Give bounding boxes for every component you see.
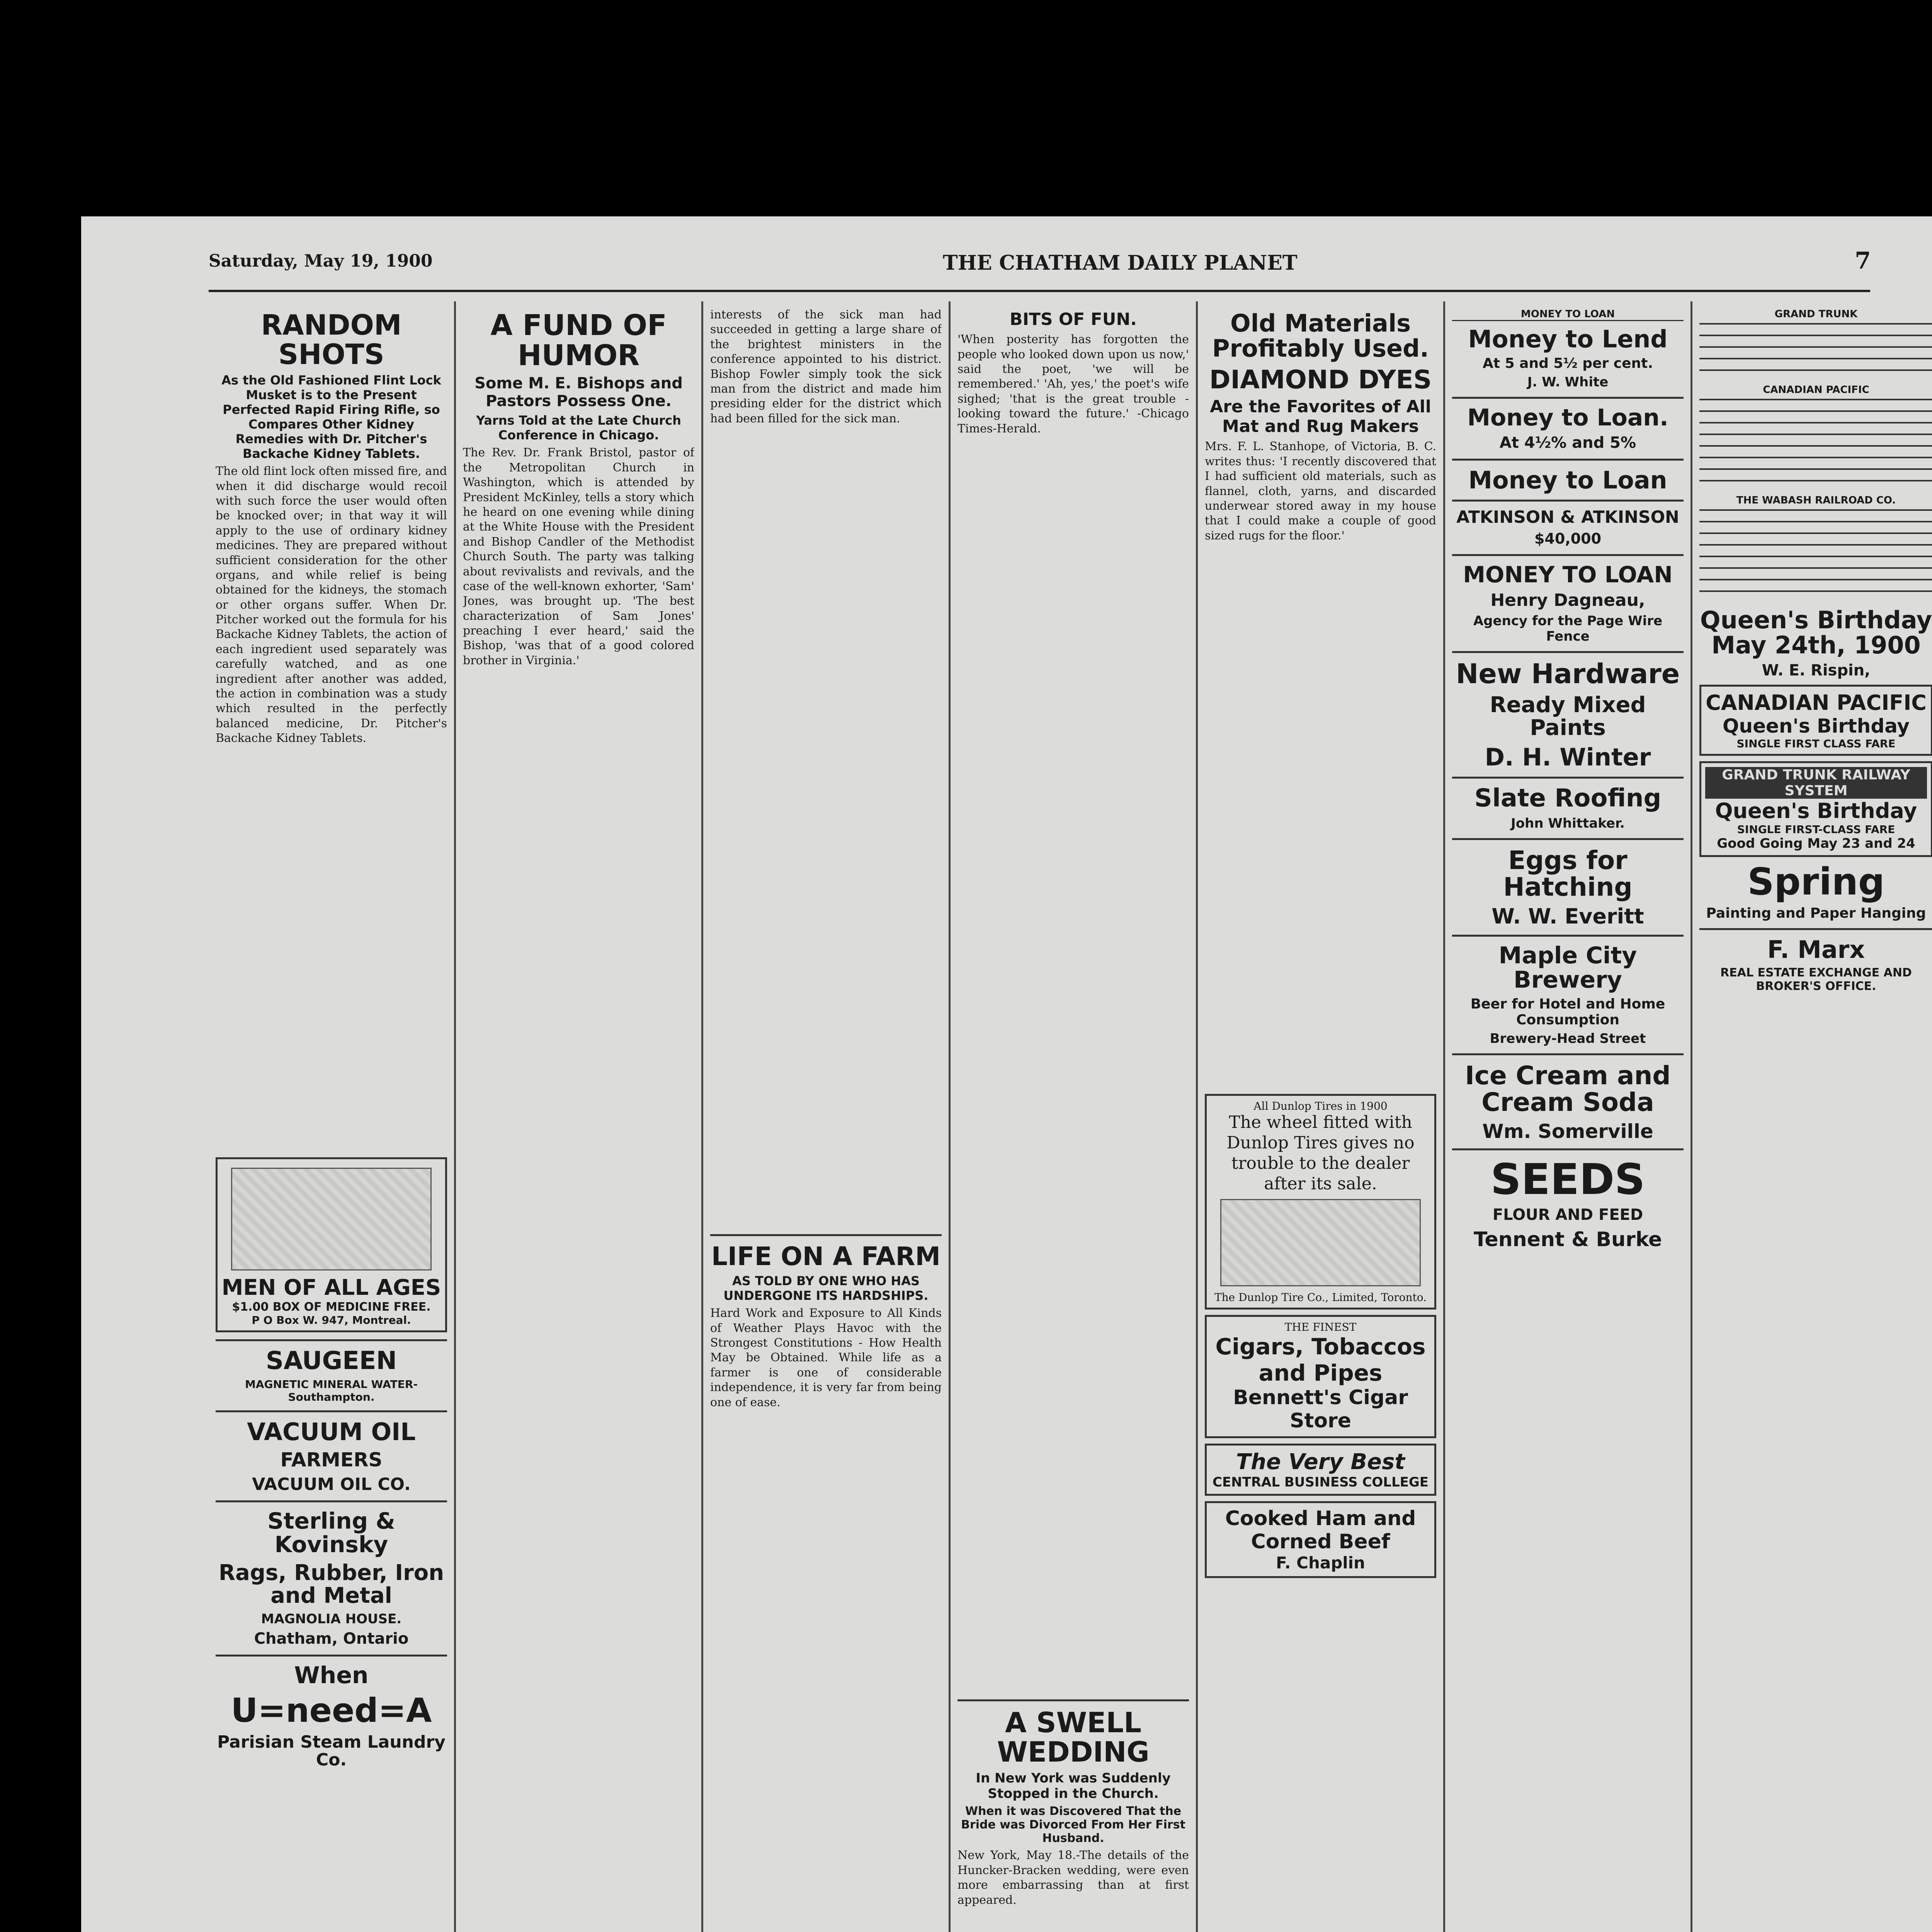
ad-cp-title: CANADIAN PACIFIC [1706, 690, 1927, 715]
ad-everitt-name: W. W. Everitt [1492, 904, 1644, 929]
ad-flour-feed: FLOUR AND FEED [1492, 1206, 1643, 1224]
ad-ham-title: Cooked Ham and Corned Beef [1225, 1507, 1416, 1553]
ad-spring: Spring [1747, 860, 1885, 904]
divider [216, 1500, 447, 1502]
article-fund-of-humor: The Rev. Dr. Frank Bristol, pastor of the Metropolitan Church in Washington, which is attended by President McKinley, tells a story which he heard on one evening while dining at the White House with the President and Bishop Candler of the Methodist Church South. The party was talking about revivalists and revivals, and the case of the well-known exhorter, 'Sam' Jones, was brought up. 'The best characterization of Sam Jones' preaching I ever heard,' said the Bishop, 'was that of a good colored brother in Virginia.' [463, 446, 694, 667]
portraits-illustration [231, 1168, 431, 1270]
column-6 [1445, 301, 1692, 1932]
headline-fund-of-humor: A FUND OF HUMOR [490, 309, 667, 372]
ad-dunlop-title: All Dunlop Tires in 1900 [1253, 1100, 1388, 1113]
ad-gt-title: GRAND TRUNK RAILWAY SYSTEM [1705, 767, 1927, 799]
subhead2-fund-of-humor: Yarns Told at the Late Church Conference in Chicago. [476, 413, 681, 443]
article-continued: interests of the sick man had succeeded in getting a large share of the brightest ministers in the conference appointed to his district. Bishop Fowler simply took the sick man from the district and made him presiding elder for the district which had been filled for the sick man. [710, 308, 942, 425]
ad-vacuum-title: VACUUM OIL [247, 1418, 416, 1446]
ad-money-to-loan-2: Money to Loan. [1467, 404, 1668, 432]
article-swell-wedding: New York, May 18.-The details of the Huncker-Bracken wedding, were even more embarrassing than at first appeared. [957, 1849, 1189, 1907]
subhead-life-on-a-farm: AS TOLD BY ONE WHO HAS UNDERGONE ITS HARDSHIPS. [723, 1274, 929, 1303]
ad-canadian-pacific [1699, 685, 1932, 756]
ad-saugeen-sub: MAGNETIC MINERAL WATER-Southampton. [245, 1378, 418, 1404]
ad-uneeda: U=need=A [231, 1691, 432, 1730]
ad-college-title: The Very Best [1236, 1449, 1405, 1475]
timetable-lines [1699, 399, 1932, 492]
divider [1452, 651, 1684, 653]
headline-bits-of-fun: BITS OF FUN. [1009, 310, 1137, 329]
ad-atkinson-amount: $40,000 [1534, 530, 1602, 548]
divider [1452, 1053, 1684, 1055]
headline-swell-wedding: A SWELL WEDDING [997, 1706, 1150, 1768]
ad-rispin-name: W. E. Rispin, [1762, 662, 1871, 680]
ad-queens-birthday: Queen's Birthday May 24th, 1900 [1700, 606, 1932, 660]
ad-money-to-loan-4: MONEY TO LOAN [1463, 561, 1673, 588]
ad-ice-cream: Ice Cream and Cream Soda [1465, 1060, 1671, 1117]
newspaper-page [81, 216, 1932, 1932]
ad-cooked-ham [1205, 1501, 1436, 1578]
article-old-materials: Mrs. F. L. Stanhope, of Victoria, B. C. writes thus: 'I recently discovered that I had sufficient old materials, such as flannel, cloth, yarns, and discarded underwear stored away in my house that I could make a couple of good sized rugs for the floor.' [1205, 440, 1436, 543]
ad-new-hardware: New Hardware [1456, 658, 1680, 690]
loan-header: MONEY TO LOAN [1452, 308, 1684, 321]
ad-laundry: Parisian Steam Laundry Co. [217, 1732, 446, 1770]
timetable-lines [1699, 509, 1932, 602]
column-4 [951, 301, 1198, 1932]
divider [710, 1234, 942, 1236]
timetable-canadian-pacific: CANADIAN PACIFIC [1763, 384, 1869, 396]
page-number: 7 [1855, 247, 1871, 274]
ad-atkinson: ATKINSON & ATKINSON [1456, 507, 1679, 527]
ad-eggs-for-hatching: Eggs for Hatching [1503, 845, 1633, 902]
ad-spring-sub: Painting and Paper Hanging [1706, 905, 1926, 921]
subhead2-swell-wedding: When it was Discovered That the Bride was Divorced From Her First Husband. [961, 1804, 1185, 1845]
ad-dunlop-company: The Dunlop Tire Co., Limited, Toronto. [1214, 1291, 1427, 1304]
timetable-wabash: THE WABASH RAILROAD CO. [1736, 495, 1896, 506]
divider [216, 1410, 447, 1412]
ad-seeds: SEEDS [1490, 1155, 1645, 1204]
ad-dagneau-name: Henry Dagneau, [1490, 590, 1645, 611]
ad-roofing-name: John Whittaker. [1511, 815, 1625, 831]
newspaper-title: THE CHATHAM DAILY PLANET [943, 251, 1298, 275]
ad-men-title: MEN OF ALL AGES [221, 1275, 441, 1301]
subhead-random-shots: As the Old Fashioned Flint Lock Musket is to the Present Perfected Rapid Firing Rifle, so Compares Other Kidney Remedies with Dr. Pitcher's Backache Kidney Tablets. [221, 373, 441, 461]
ad-diamond-dyes-sub: Are the Favorites of All Mat and Rug Makers [1210, 397, 1431, 437]
ad-gt-going: Good Going May 23 and 24 [1717, 836, 1915, 852]
ad-diamond-dyes-title: DIAMOND DYES [1209, 365, 1432, 395]
divider [1699, 928, 1932, 930]
divider [216, 1655, 447, 1656]
ad-money-to-loan-2-rate: At 4½% and 5% [1499, 434, 1636, 452]
ad-money-to-lend-rate: At 5 and 5½ per cent. [1483, 355, 1653, 372]
ad-ready-mixed-paints: Ready Mixed Paints [1490, 692, 1646, 740]
ad-brewery-sub: Beer for Hotel and Home Consumption [1470, 996, 1665, 1028]
ad-sterling-title: Sterling & Kovinsky [267, 1508, 395, 1558]
ad-men-address: P O Box W. 947, Montreal. [252, 1314, 411, 1327]
article-random-shots: The old flint lock often missed fire, and when it did discharge would recoil with such force the user would often be knocked over; in that way it will apply to the use of ordinary kidney medicines. They are prepared without sufficient consideration for the other organs, and while relief is being obtained for the kidneys, the stomach or other organs suffer. When Dr. Pitcher worked out the formula for his Backache Kidney Tablets, the action of each ingredient used separately was carefully watched, and as one ingredient after another was added, the action in combination was a study which resulted in the perfectly balanced medicine, Dr. Pitcher's Backache Kidney Tablets. [216, 464, 447, 745]
ad-sterling-house: MAGNOLIA HOUSE. [261, 1611, 402, 1627]
ad-wire-fence: Agency for the Page Wire Fence [1473, 613, 1663, 645]
subhead-swell-wedding: In New York was Suddenly Stopped in the Church. [976, 1770, 1171, 1802]
timetable-grand-trunk: GRAND TRUNK [1774, 308, 1858, 320]
ad-cp-fare: SINGLE FIRST CLASS FARE [1736, 737, 1896, 750]
headline-old-materials: Old Materials Profitably Used. [1212, 309, 1429, 363]
issue-date: Saturday, May 19, 1900 [209, 251, 433, 271]
divider [1452, 554, 1684, 556]
article-life-on-a-farm: Hard Work and Exposure to All Kinds of Weather Plays Havoc with the Strongest Constitutions - How Health May be Obtained. While life as a farmer is one of considerable independence, it is very far from being one of ease. [710, 1306, 942, 1409]
ad-cigars-goods: Cigars, Tobaccos and Pipes [1215, 1333, 1426, 1386]
ad-money-to-loan-3: Money to Loan [1468, 466, 1667, 495]
article-bits-of-fun: 'When posterity has forgotten the people who looked down upon us now,' said the poet, 'we will be remembered.' 'Ah, yes,' the poet's wife sighed; 'that is the great trouble - looking toward the future.' -Chicago Times-Herald. [957, 333, 1189, 435]
divider [957, 1699, 1189, 1701]
ad-grand-trunk [1699, 761, 1932, 857]
ad-business-college [1205, 1444, 1436, 1496]
column-2 [456, 301, 703, 1932]
ad-cigars-store: Bennett's Cigar Store [1233, 1386, 1408, 1432]
ad-money-to-lend-name: J. W. White [1527, 374, 1609, 390]
ad-cigars-sub: THE FINEST [1284, 1320, 1357, 1333]
timetable-lines [1699, 323, 1932, 381]
ad-sterling-city: Chatham, Ontario [254, 1629, 409, 1648]
divider [1452, 935, 1684, 937]
ad-when: When [294, 1662, 369, 1689]
ad-ham-vendor: F. Chaplin [1276, 1553, 1365, 1572]
ad-men-of-all-ages [216, 1157, 447, 1332]
ad-somerville-name: Wm. Somerville [1482, 1120, 1653, 1143]
subhead-fund-of-humor: Some M. E. Bishops and Pastors Possess One. [474, 374, 683, 410]
ad-marx-name: F. Marx [1767, 935, 1865, 964]
divider [1452, 838, 1684, 840]
ad-brewery-head: Brewery-Head Street [1490, 1031, 1646, 1046]
ad-money-to-lend: Money to Lend [1468, 325, 1668, 353]
ad-cp-sub: Queen's Birthday [1723, 715, 1910, 738]
ad-marx-sub: REAL ESTATE EXCHANGE AND BROKER'S OFFICE. [1720, 966, 1912, 993]
ad-gt-sub: Queen's Birthday [1715, 799, 1917, 823]
divider [216, 1339, 447, 1341]
ad-tennent-burke: Tennent & Burke [1473, 1228, 1662, 1251]
headline-random-shots: RANDOM SHOTS [261, 309, 402, 371]
ad-sterling-goods: Rags, Rubber, Iron and Metal [218, 1560, 444, 1608]
column-7 [1692, 301, 1932, 1932]
divider [1452, 1148, 1684, 1150]
divider [1452, 397, 1684, 399]
ad-cigars [1205, 1315, 1436, 1438]
column-1 [209, 301, 456, 1932]
ad-winter-name: D. H. Winter [1485, 743, 1651, 772]
headline-life-on-a-farm: LIFE ON A FARM [711, 1242, 941, 1271]
masthead [209, 243, 1870, 292]
ad-saugeen-title: SAUGEEN [265, 1347, 397, 1376]
ad-vacuum-company: VACUUM OIL CO. [252, 1474, 411, 1494]
ad-college-name: CENTRAL BUSINESS COLLEGE [1213, 1474, 1429, 1490]
divider [1452, 777, 1684, 779]
divider [1452, 500, 1684, 502]
column-5 [1198, 301, 1445, 1932]
ad-slate-roofing: Slate Roofing [1474, 784, 1662, 813]
ad-dunlop [1205, 1094, 1436, 1309]
ad-dunlop-text: The wheel fitted with Dunlop Tires gives no trouble to the dealer after its sale. [1226, 1112, 1415, 1194]
divider [1452, 459, 1684, 461]
ad-vacuum-farmers: FARMERS [280, 1449, 383, 1471]
handshake-illustration [1220, 1199, 1420, 1286]
column-3 [703, 301, 951, 1932]
ad-maple-city-brewery: Maple City Brewery [1498, 942, 1637, 993]
ad-men-offer: $1.00 BOX OF MEDICINE FREE. [232, 1300, 431, 1314]
ad-gt-fare: SINGLE FIRST-CLASS FARE [1737, 823, 1895, 836]
